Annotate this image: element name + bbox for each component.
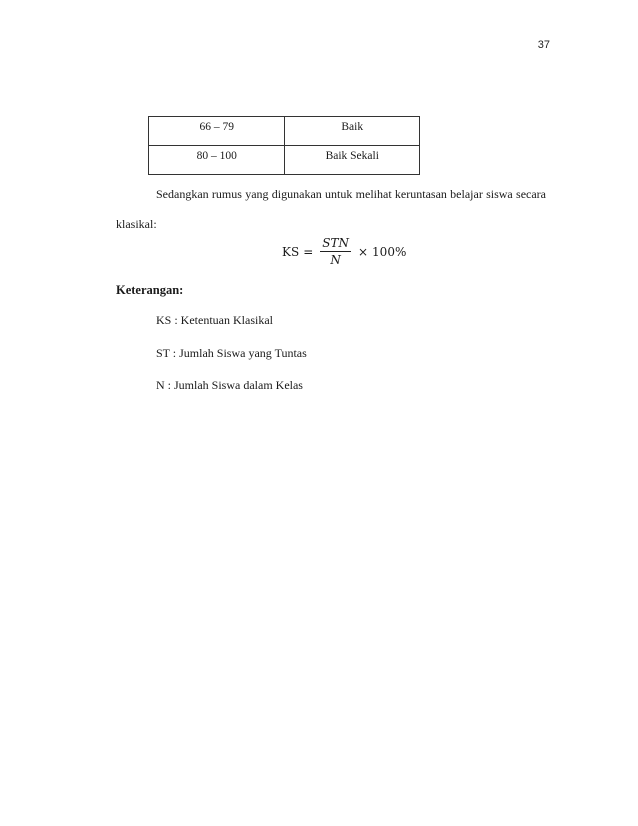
- formula-denominator: N: [330, 253, 341, 267]
- formula-times: ×: [357, 245, 369, 259]
- legend-item-st: ST : Jumlah Siswa yang Tuntas: [156, 346, 307, 360]
- formula-fraction: [320, 236, 351, 268]
- formula-lhs: KS: [282, 245, 300, 259]
- table-cell-grade: Baik Sekali: [285, 146, 420, 175]
- formula-percent: 100%: [372, 245, 407, 259]
- formula-numerator: STN: [322, 236, 349, 250]
- keterangan-heading: Keterangan:: [116, 283, 184, 297]
- table-row: [149, 117, 420, 146]
- legend-item-n: N : Jumlah Siswa dalam Kelas: [156, 378, 303, 392]
- paragraph-text: Sedangkan rumus yang digunakan untuk melihat keruntasan belajar siswa secara klasikal:: [116, 187, 546, 231]
- formula-equals: =: [303, 245, 314, 259]
- table-cell-range: 80 – 100: [149, 146, 285, 175]
- completeness-formula: [282, 236, 406, 268]
- body-paragraph: [116, 179, 546, 239]
- page-number: 37: [537, 39, 550, 51]
- table-cell-range: 66 – 79: [149, 117, 285, 146]
- table-row: [149, 146, 420, 175]
- table-cell-grade: Baik: [285, 117, 420, 146]
- score-category-table: [148, 116, 420, 175]
- legend-item-ks: KS : Ketentuan Klasikal: [156, 313, 273, 327]
